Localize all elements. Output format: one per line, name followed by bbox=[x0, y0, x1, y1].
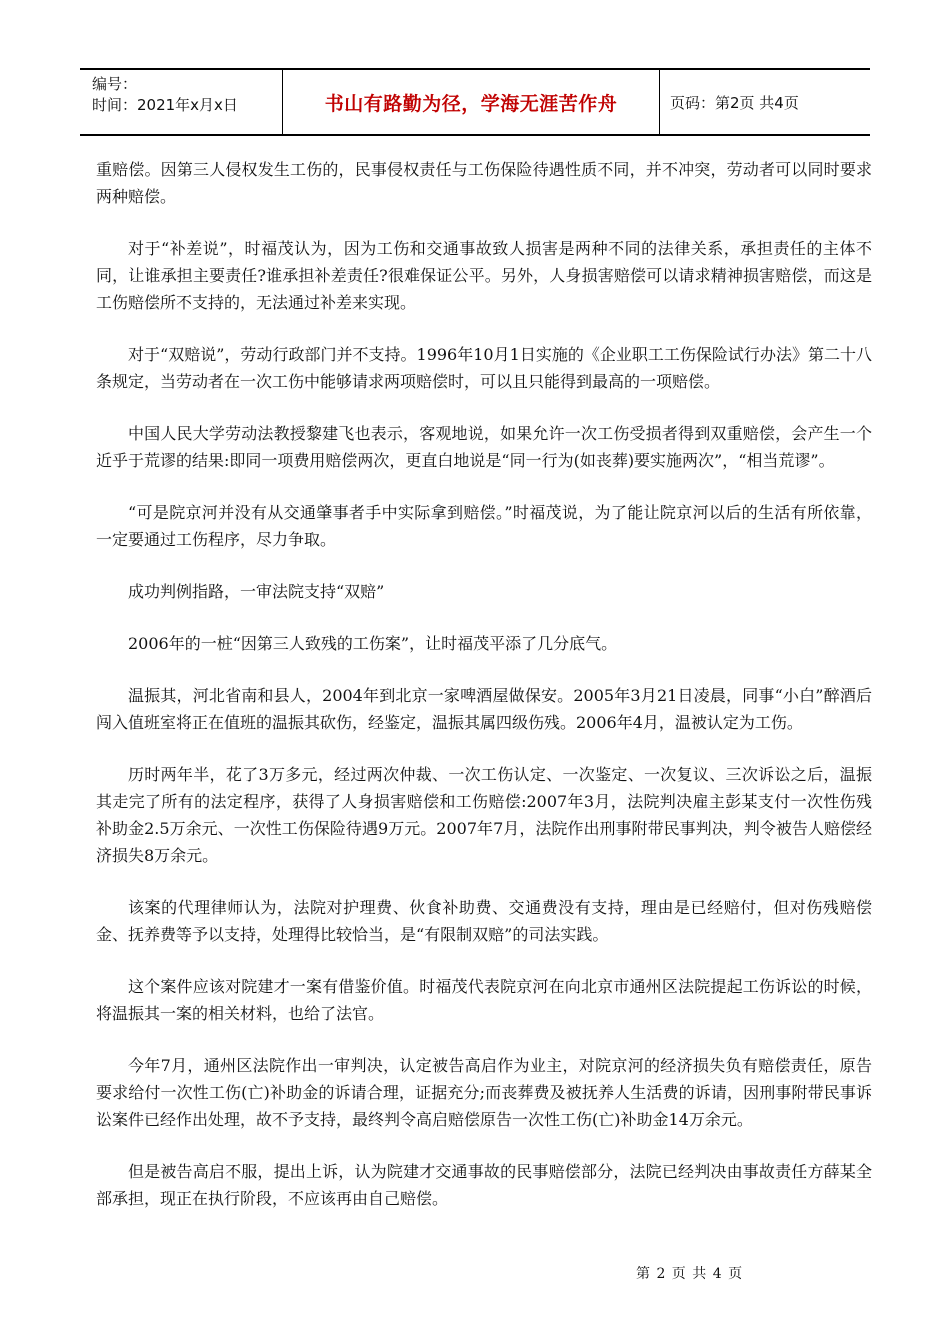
page-header bbox=[80, 68, 870, 136]
doc-number-label: 编号： bbox=[92, 75, 138, 93]
paragraph-1: 重赔偿。因第三人侵权发生工伤的，民事侵权责任与工伤保险待遇性质不同，并不冲突，劳动者可以同时要求两种赔偿。 bbox=[96, 160, 872, 206]
doc-time-label: 时间：2021年x月x日 bbox=[92, 96, 238, 114]
paragraph-10: 该案的代理律师认为，法院对护理费、伙食补助费、交通费没有支持，理由是已经赔付，但对伤残赔偿金、抚养费等予以支持，处理得比较恰当，是“有限制双赔”的司法实践。 bbox=[96, 898, 872, 944]
paragraph-7: 2006年的一桩“因第三人致残的工伤案”，让时福茂平添了几分底气。 bbox=[128, 634, 618, 653]
header-motto: 书山有路勤为径，学海无涯苦作舟 bbox=[283, 70, 660, 134]
paragraph-3: 对于“双赔说”，劳动行政部门并不支持。1996年10月1日实施的《企业职工工伤保险试行办法》第二十八条规定，当劳动者在一次工伤中能够请求两项赔偿时，可以且只能得到最高的一项赔偿。 bbox=[96, 345, 872, 391]
document-body bbox=[96, 156, 872, 1237]
page-footer: 第 2 页 共 4 页 bbox=[636, 1266, 744, 1282]
paragraph-12: 今年7月，通州区法院作出一审判决，认定被告高启作为业主，对院京河的经济损失负有赔偿责任，原告要求给付一次性工伤(亡)补助金的诉请合理，证据充分;而丧葬费及被抚养人生活费的诉请，因刑事附带民事诉讼案件已经作出处理，故不予支持，最终判令高启赔偿原告一次性工伤(亡)补助金14万余元。 bbox=[96, 1056, 872, 1129]
paragraph-11: 这个案件应该对院建才一案有借鉴价值。时福茂代表院京河在向北京市通州区法院提起工伤诉讼的时候，将温振其一案的相关材料，也给了法官。 bbox=[96, 977, 872, 1023]
paragraph-5: “可是院京河并没有从交通肇事者手中实际拿到赔偿。”时福茂说，为了能让院京河以后的生活有所依靠，一定要通过工伤程序，尽力争取。 bbox=[96, 503, 872, 549]
section-heading: 成功判例指路，一审法院支持“双赔” bbox=[128, 582, 385, 601]
paragraph-4: 中国人民大学劳动法教授黎建飞也表示，客观地说，如果允许一次工伤受损者得到双重赔偿，会产生一个近乎于荒谬的结果:即同一项费用赔偿两次，更直白地说是“同一行为(如丧葬)要实施两次”，“相当荒谬”。 bbox=[96, 424, 872, 470]
paragraph-9: 历时两年半，花了3万多元，经过两次仲裁、一次工伤认定、一次鉴定、一次复议、三次诉讼之后，温振其走完了所有的法定程序，获得了人身损害赔偿和工伤赔偿:2007年3月，法院判决雇主彭某支付一次性伤残补助金2.5万余元、一次性工伤保险待遇9万元。2007年7月，法院作出刑事附带民事判决，判令被告人赔偿经济损失8万余元。 bbox=[96, 765, 872, 865]
header-page-info: 页码：第2页 共4页 bbox=[670, 93, 799, 112]
paragraph-8: 温振其，河北省南和县人，2004年到北京一家啤酒屋做保安。2005年3月21日凌晨，同事“小白”醉酒后闯入值班室将正在值班的温振其砍伤，经鉴定，温振其属四级伤残。2006年4月，温被认定为工伤。 bbox=[96, 686, 872, 732]
paragraph-13: 但是被告高启不服，提出上诉，认为院建才交通事故的民事赔偿部分，法院已经判决由事故责任方薛某全部承担，现正在执行阶段，不应该再由自己赔偿。 bbox=[96, 1162, 872, 1208]
header-info-cell bbox=[80, 70, 283, 134]
paragraph-2: 对于“补差说”，时福茂认为，因为工伤和交通事故致人损害是两种不同的法律关系，承担责任的主体不同，让谁承担主要责任?谁承担补差责任?很难保证公平。另外，人身损害赔偿可以请求精神损害赔偿，而这是工伤赔偿所不支持的，无法通过补差来实现。 bbox=[96, 239, 872, 312]
